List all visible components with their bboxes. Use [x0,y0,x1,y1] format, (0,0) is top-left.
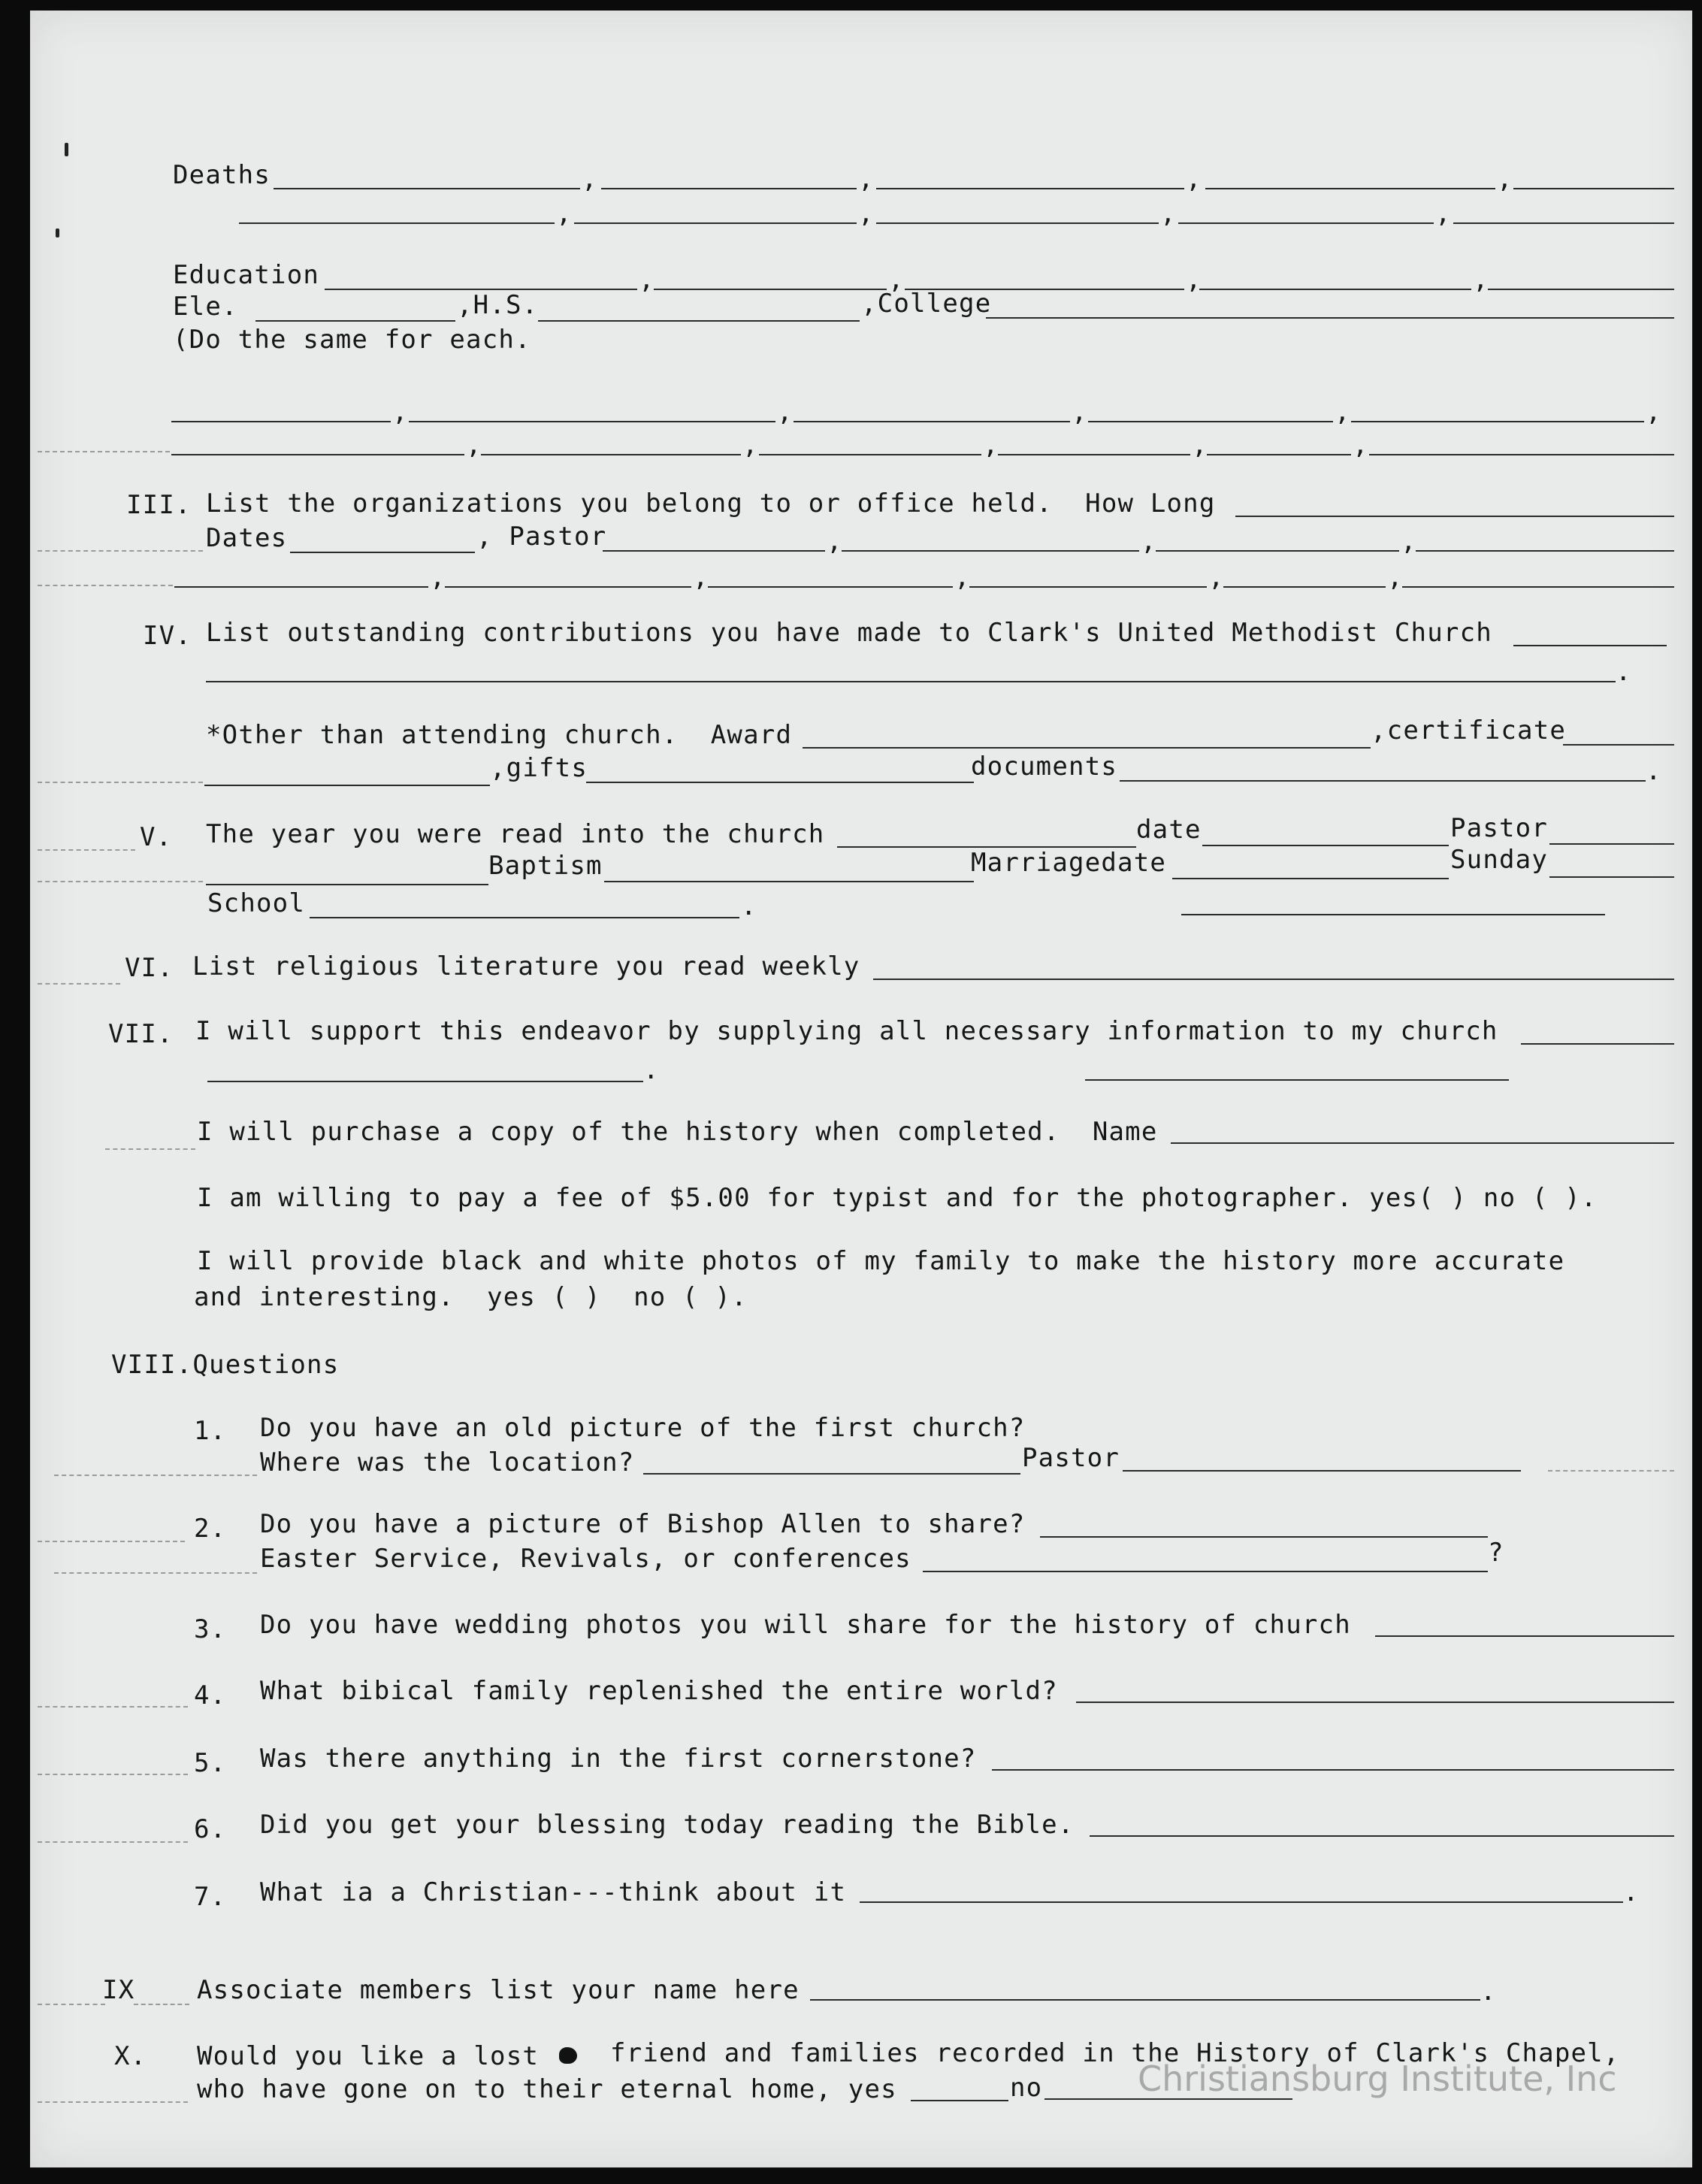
binding-mark [56,228,59,237]
blank-line[interactable] [1207,454,1351,455]
education-label: Education [173,260,320,290]
question-7: What ia a Christian---think about it [260,1877,847,1907]
comma: , [827,526,843,556]
dates-blank[interactable] [290,552,475,553]
marriage-date-label: Marriagedate [971,848,1167,878]
comma: , [1473,265,1489,295]
section-v-text: The year you were read into the church [206,819,825,849]
comma: , [1186,164,1202,194]
question-number: 1. [194,1416,227,1446]
faint-line [38,1541,185,1542]
blank-line[interactable] [1088,421,1333,422]
comma: , [392,397,409,427]
section-vii-text: I will support this endeavor by supplying all necessary information to my church [195,1016,1498,1046]
watermark: Christiansburg Institute, Inc [1138,2058,1617,2099]
deaths-label: Deaths [173,160,271,190]
pastor-blank[interactable] [1123,1470,1521,1472]
blank-line[interactable] [1351,421,1644,422]
comma: , [693,562,709,592]
section-x-text-c: who have gone on to their eternal home, yes [197,2074,897,2104]
faint-line [38,1774,188,1775]
question-2a: Do you have a picture of Bishop Allen to share? [260,1509,1026,1539]
contributions-blank[interactable] [206,681,1616,682]
documents-blank[interactable] [1120,780,1646,782]
award-blank[interactable] [803,747,1371,749]
comma: , [639,265,655,295]
faint-line [38,1841,188,1843]
location-blank[interactable] [643,1473,1020,1475]
section-ix-text: Associate members list your name here [197,1975,800,2005]
faint-line [38,2101,188,2103]
deaths-blank[interactable] [1513,188,1674,189]
blank-line[interactable] [708,586,953,588]
comma: , [858,164,875,194]
faint-line [38,881,203,882]
comma: , [556,198,573,228]
no-label: no [1010,2073,1043,2103]
period: . [1646,756,1662,786]
blank-line[interactable] [409,421,775,422]
comma: , [582,164,598,194]
blank-line[interactable] [1402,586,1674,588]
signature-line[interactable] [1085,1079,1509,1081]
high-school-blank[interactable] [538,320,860,322]
comma: , [742,430,759,460]
faint-line [1548,1470,1674,1472]
period: . [741,891,757,921]
section-iv-numeral: IV. [143,621,192,651]
question-1a: Do you have an old picture of the first church? [260,1413,1026,1443]
faint-line [54,1475,257,1476]
school-blank[interactable] [310,917,739,918]
comma: , [858,198,875,228]
education-note: (Do the same for each. [173,325,531,355]
services-blank[interactable] [923,1571,1488,1572]
comma: , [1141,526,1157,556]
pastor-blank[interactable] [1549,843,1674,845]
high-school-label: ,H.S. [457,290,539,320]
deaths-blank[interactable] [1453,222,1674,224]
gifts-blank[interactable] [586,782,974,783]
gifts-label: ,gifts [490,753,588,783]
contributions-blank[interactable] [1513,645,1667,646]
yes-blank[interactable] [911,2100,1008,2101]
faint-line [105,1148,195,1150]
pastor-blank[interactable] [842,550,1139,552]
photos-text-line2: and interesting. yes ( ) no ( ). [194,1282,748,1312]
bishop-allen-blank[interactable] [1040,1536,1488,1538]
faint-line [134,2004,189,2005]
purchase-text: I will purchase a copy of the history when completed. Name [197,1117,1158,1147]
faint-line [38,782,203,783]
comma: , [1353,430,1369,460]
education-blank[interactable] [1199,289,1471,290]
comma: , [466,430,482,460]
college-blank[interactable] [986,317,1674,319]
associate-name-blank[interactable] [810,1999,1480,2001]
faint-line [54,1572,257,1574]
deaths-blank[interactable] [274,188,580,189]
section-ix-numeral: IX [102,1975,135,2005]
pastor-label: , Pastor [476,522,607,552]
church-blank[interactable] [207,1081,643,1082]
church-blank[interactable] [1521,1043,1674,1045]
section-iv-text: List outstanding contributions you have made to Clark's United Methodist Church [206,618,1492,648]
college-label: ,College [861,289,992,319]
education-blank[interactable] [654,289,887,290]
question-number: 3. [194,1614,227,1644]
question-1b: Where was the location? [260,1447,635,1478]
blank-line[interactable] [171,421,391,422]
question-4: What bibical family replenished the entire world? [260,1676,1058,1706]
period: . [643,1055,660,1085]
deaths-blank[interactable] [876,188,1184,189]
comma: , [1160,198,1177,228]
comma: , [983,430,999,460]
faint-line [38,585,173,586]
pastor-blank[interactable] [603,550,825,552]
pastor-label: Pastor [1450,813,1549,843]
blessing-blank[interactable] [1090,1835,1674,1837]
comma: , [1072,397,1088,427]
faint-line [38,1706,188,1708]
blank-line[interactable] [206,884,488,885]
section-vi-text: List religious literature you read weekly [192,951,860,982]
section-iii-numeral: III. [126,490,192,520]
binding-mark [65,143,68,156]
comma: , [954,562,971,592]
faint-line [38,451,170,452]
period: . [1616,657,1632,687]
gifts-blank[interactable] [204,785,490,786]
question-number: 7. [194,1882,227,1912]
section-viii-header: VIII.Questions [111,1350,340,1380]
deaths-blank[interactable] [876,222,1159,224]
literature-blank[interactable] [873,979,1674,980]
baptism-label: Baptism [488,851,603,881]
christian-blank[interactable] [860,1901,1623,1903]
comma: , [777,397,794,427]
comma: , [888,265,905,295]
pastor-blank[interactable] [1416,550,1674,552]
blank-line[interactable] [171,454,464,455]
cornerstone-blank[interactable] [992,1769,1674,1771]
blank-line[interactable] [998,454,1190,455]
comma: , [1646,397,1662,427]
question-number: 5. [194,1748,227,1778]
question-6: Did you get your blessing today reading the Bible. [260,1810,1075,1840]
comma: , [1497,164,1513,194]
date-blank[interactable] [1202,845,1449,846]
deaths-blank[interactable] [239,222,555,224]
pastor-blank[interactable] [1156,550,1399,552]
faint-line [38,550,203,552]
section-iii-text: List the organizations you belong to or office held. How Long [206,489,1216,519]
section-x-text-b: friend and families recorded in the History of Clark's Chapel, [610,2038,1620,2068]
section-vii-numeral: VII. [108,1019,174,1049]
elementary-label: Ele. [173,292,238,322]
dates-label: Dates [206,523,288,553]
section-x-text-a: Would you like a lost [197,2041,540,2071]
section-vi-numeral: VI. [125,953,174,983]
section-x-numeral: X. [114,2041,147,2071]
wedding-photos-blank[interactable] [1375,1635,1674,1637]
comma: , [430,562,446,592]
deaths-blank[interactable] [1178,222,1434,224]
school-label: School [207,888,306,918]
elementary-blank[interactable] [255,320,455,322]
fee-text: I am willing to pay a fee of $5.00 for typist and for the photographer. yes( ) no ( ). [197,1183,1598,1213]
blank-line[interactable] [481,454,741,455]
signature-line[interactable] [1181,914,1605,915]
sunday-label: Sunday [1450,845,1549,875]
section-v-numeral: V. [140,822,173,852]
period: . [1623,1877,1640,1907]
certificate-blank[interactable] [1563,744,1674,746]
blank-line[interactable] [174,586,428,588]
other-than-attending: *Other than attending church. Award [206,720,793,750]
pastor-label: Pastor [1022,1443,1120,1473]
question-number: 2. [194,1514,227,1544]
comma: , [1208,562,1225,592]
photos-text-line1: I will provide black and white photos of my family to make the history more accurate [197,1246,1565,1276]
faint-line [38,983,120,985]
name-blank[interactable] [1171,1142,1674,1144]
bible-family-blank[interactable] [1076,1702,1674,1703]
comma: , [1335,397,1351,427]
question-5: Was there anything in the first cornerstone? [260,1744,977,1774]
blank-line[interactable] [1369,454,1674,455]
comma: , [1186,265,1202,295]
blank-line[interactable] [759,454,981,455]
blank-line[interactable] [1223,586,1386,588]
comma: , [1387,562,1404,592]
faint-line [38,849,135,851]
deaths-blank[interactable] [1205,188,1495,189]
question-3: Do you have wedding photos you will share for the history of church [260,1610,1351,1640]
sunday-school-blank[interactable] [1549,876,1674,878]
certificate-label: ,certificate [1371,715,1567,746]
ink-blot [559,2047,577,2064]
comma: , [1401,526,1417,556]
question-2b: Easter Service, Revivals, or conferences [260,1544,911,1574]
blank-line[interactable] [794,421,1070,422]
baptism-blank[interactable] [604,881,974,882]
blank-line[interactable] [445,586,691,588]
comma: , [1192,430,1208,460]
faint-line [38,2004,105,2005]
question-mark: ? [1488,1538,1504,1568]
comma: , [1435,198,1452,228]
deaths-blank[interactable] [574,222,857,224]
documents-label: documents [971,752,1118,782]
how-long-blank[interactable] [1235,516,1674,517]
deaths-blank[interactable] [601,188,857,189]
period: . [1480,1977,1497,2007]
question-number: 6. [194,1814,227,1844]
education-blank[interactable] [1488,289,1674,290]
question-number: 4. [194,1680,227,1711]
marriage-date-blank[interactable] [1172,878,1449,879]
date-label: date [1136,815,1202,845]
blank-line[interactable] [969,586,1207,588]
